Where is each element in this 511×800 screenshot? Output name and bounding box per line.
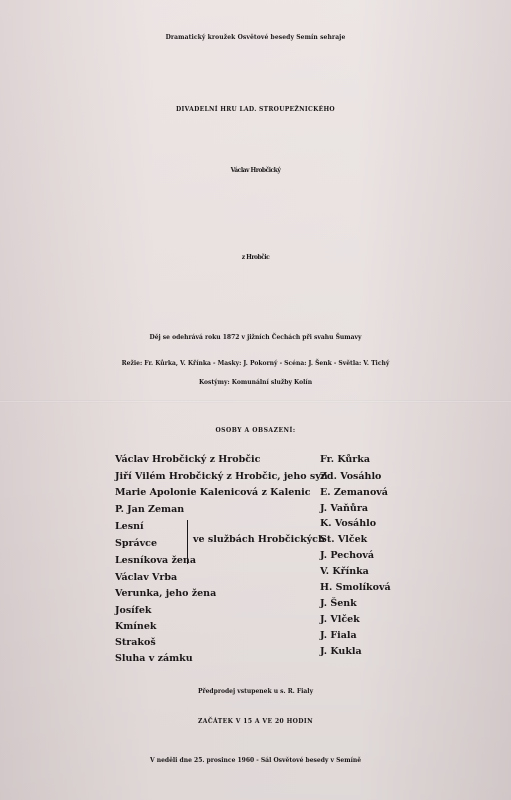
cast-role: Marie Apolonie Kalenicová z Kalenic bbox=[115, 487, 311, 498]
cast-actor: Zd. Vosáhlo bbox=[320, 471, 382, 482]
poster-header: Dramatický kroužek Osvětové besedy Semín sehraje bbox=[165, 34, 346, 41]
cast-role: Sluha v zámku bbox=[115, 653, 193, 664]
cast-actor: J. Kukla bbox=[320, 646, 362, 657]
cast-actor: St. Vlček bbox=[320, 534, 368, 545]
group-note: ve službách Hrobčických bbox=[193, 534, 325, 545]
start-time-line: ZAČÁTEK V 15 A VE 20 HODIN bbox=[198, 718, 313, 725]
group-bracket bbox=[187, 520, 188, 564]
credits-line: Režie: Fr. Kůrka, V. Křínka - Masky: J. Pokorný - Scéna: J. Šenk - Světla: V. Tichý bbox=[121, 360, 390, 367]
cast-role: Josífek bbox=[115, 605, 152, 616]
cast-role: Lesní bbox=[115, 521, 144, 532]
cast-actor: J. Vlček bbox=[320, 614, 360, 625]
cast-role: Správce bbox=[115, 538, 158, 549]
cast-actor: J. Pechová bbox=[320, 550, 375, 561]
cast-role: Kmínek bbox=[115, 621, 157, 632]
cast-role: Václav Vrba bbox=[115, 572, 178, 583]
cast-heading: OSOBY A OBSAZENÍ: bbox=[215, 427, 296, 434]
costumes-line: Kostýmy: Komunální služby Kolín bbox=[198, 379, 313, 386]
cast-actor: E. Zemanová bbox=[320, 487, 388, 498]
cast-actor: K. Vosáhlo bbox=[320, 518, 377, 529]
play-title-line-2: z Hrobčic bbox=[241, 254, 270, 261]
cast-actor: J. Fiala bbox=[320, 630, 357, 641]
cast-role: Jiří Vilém Hrobčický z Hrobčic, jeho syn bbox=[115, 471, 328, 482]
cast-role: P. Jan Zeman bbox=[115, 504, 185, 515]
cast-role: Václav Hrobčický z Hrobčic bbox=[115, 454, 261, 465]
cast-role: Lesníkova žena bbox=[115, 555, 196, 566]
play-author-line: DIVADELNÍ HRU LAD. STROUPEŽNICKÉHO bbox=[176, 106, 335, 113]
setting-line: Děj se odehrává roku 1872 v jižních Čechách při svahu Šumavy bbox=[149, 334, 362, 341]
play-title-line-1: Václav Hrobčický bbox=[230, 167, 281, 174]
paper-fold-line bbox=[0, 400, 511, 403]
presale-line: Předprodej vstupenek u s. R. Fialy bbox=[197, 688, 314, 695]
cast-actor: J. Šenk bbox=[320, 598, 357, 609]
cast-actor: H. Smolíková bbox=[320, 582, 391, 593]
cast-actor: V. Křínka bbox=[320, 566, 369, 577]
cast-role: Verunka, jeho žena bbox=[115, 588, 217, 599]
date-venue-line: V neděli dne 25. prosince 1960 - Sál Osvětové besedy v Semíně bbox=[149, 757, 362, 764]
cast-actor: Fr. Kůrka bbox=[320, 454, 371, 465]
cast-actor: J. Vaňůra bbox=[320, 503, 369, 514]
cast-role: Strakoš bbox=[115, 637, 156, 648]
